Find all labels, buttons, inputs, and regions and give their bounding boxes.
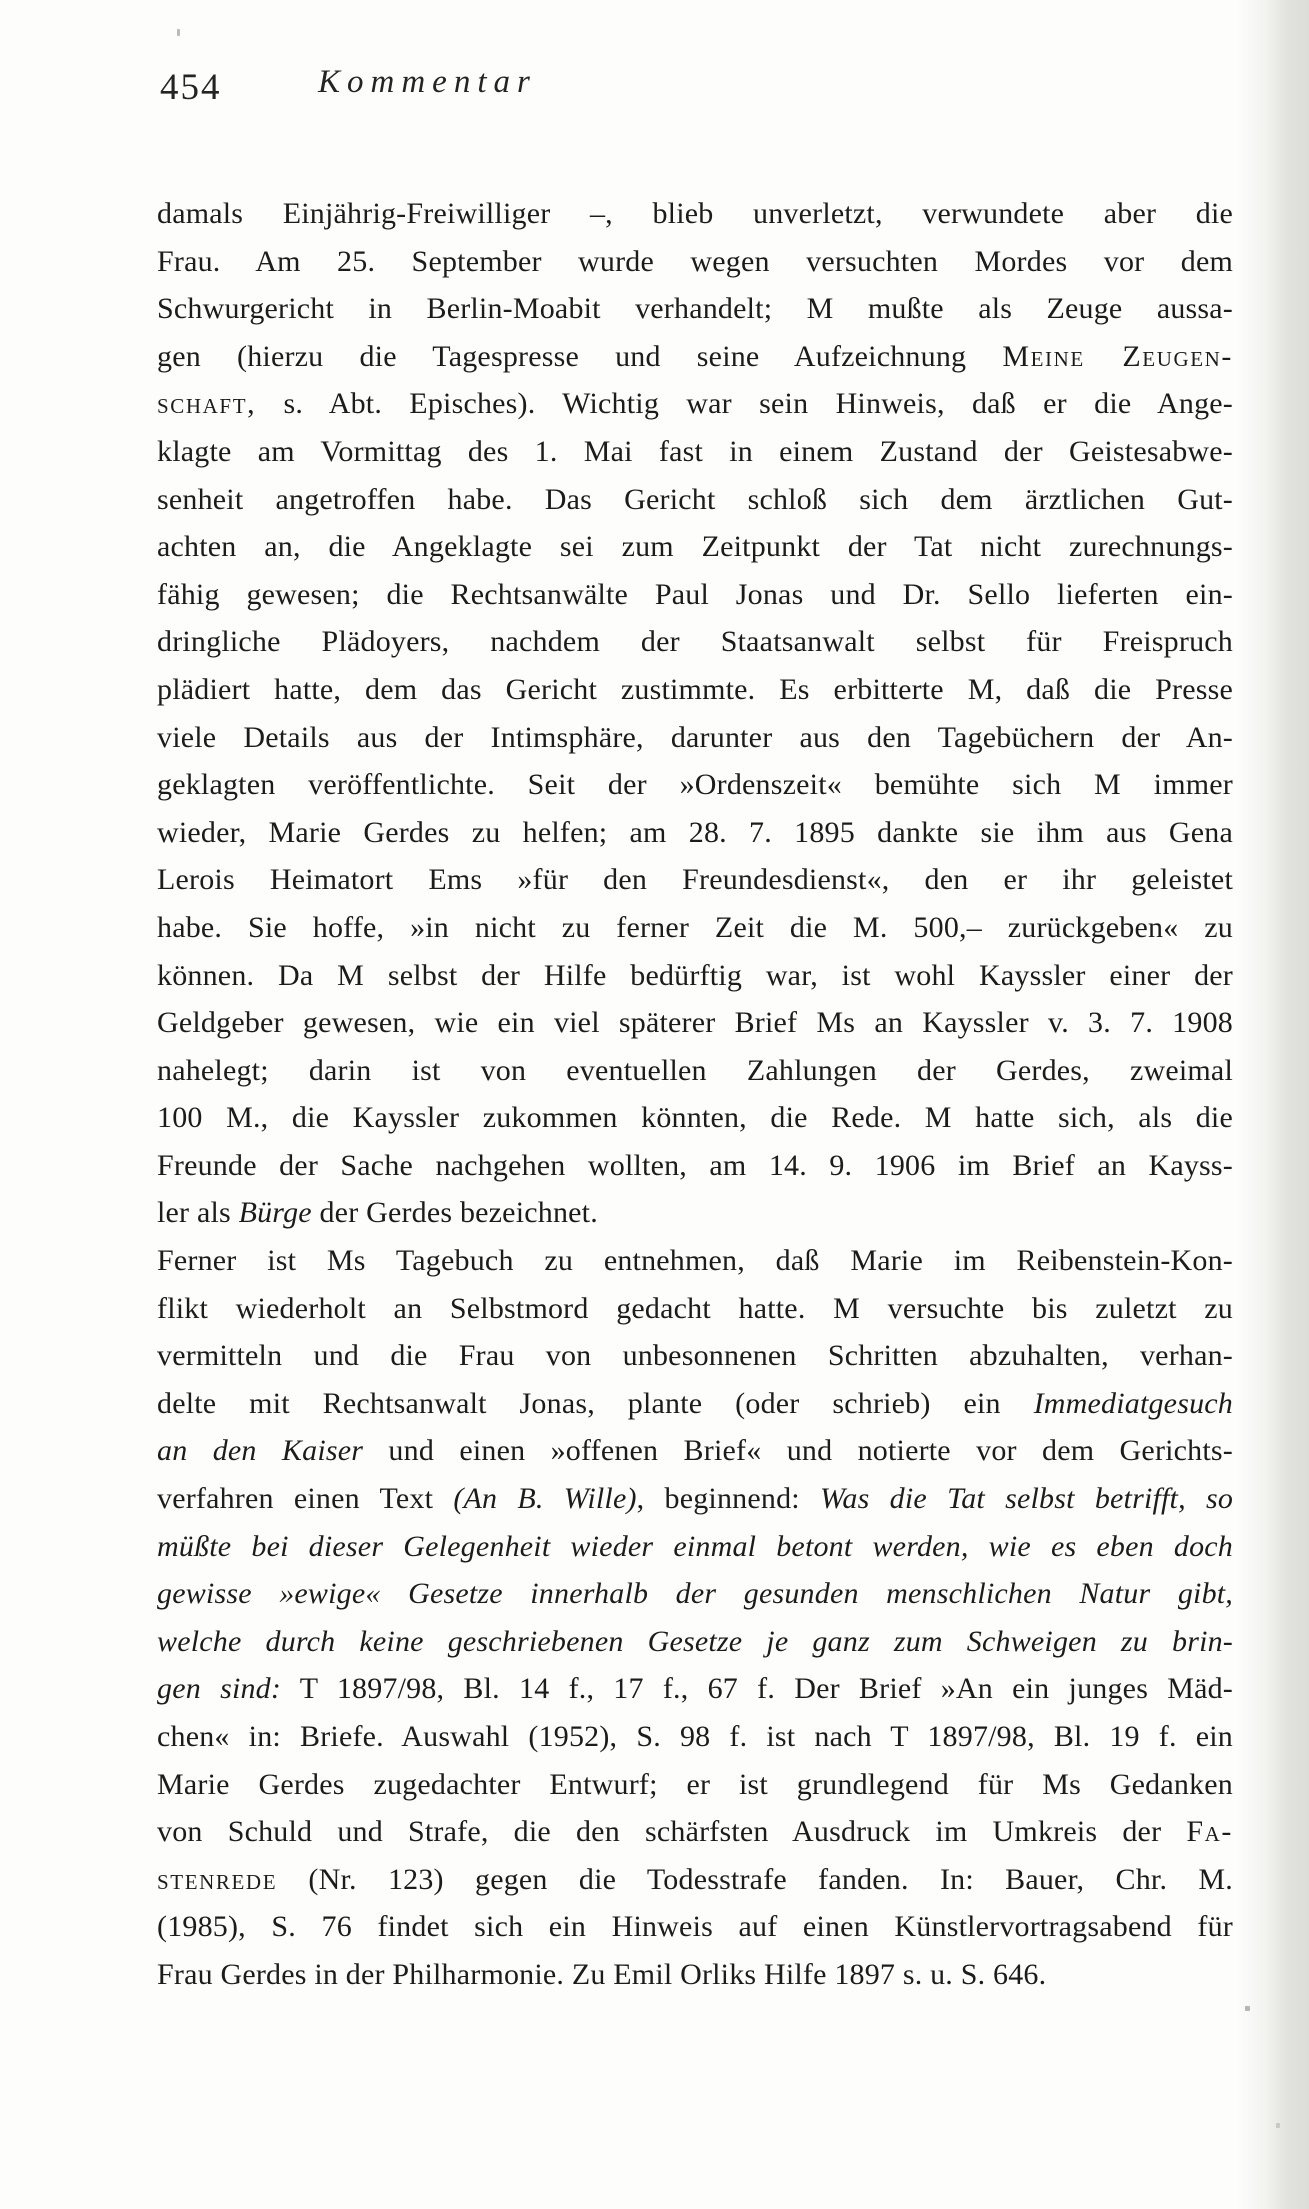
text-run: delte mit Rechtsanwalt Jonas, plante (oder schrieb) ein xyxy=(157,1386,1034,1420)
text-line xyxy=(157,1523,1233,1571)
text-line xyxy=(157,714,1233,762)
small-caps-run: schaft, xyxy=(157,387,257,421)
text-run: viele Details aus der Intimsphäre, darunter aus den Tagebüchern der An- xyxy=(157,720,1233,754)
text-run: T 1897/98, Bl. 14 f., 17 f., 67 f. Der Brief »An ein junges Mäd- xyxy=(281,1672,1233,1706)
italic-run: welche durch keine geschriebenen Gesetze je ganz zum Schweigen zu brin- xyxy=(157,1624,1233,1658)
text-run: klagte am Vormittag des 1. Mai fast in einem Zustand der Geistesabwe- xyxy=(157,434,1233,468)
text-run: und einen »offenen Brief« und notierte vor dem Gerichts- xyxy=(363,1434,1233,1468)
text-run: 100 M., die Kayssler zukommen könnten, die Rede. M hatte sich, als die xyxy=(157,1101,1233,1135)
text-run: Frau Gerdes in der Philharmonie. Zu Emil Orliks Hilfe 1897 s. u. S. 646. xyxy=(157,1957,1047,1991)
text-run: ler als xyxy=(157,1196,239,1230)
text-run: verfahren einen Text xyxy=(157,1482,454,1516)
text-line xyxy=(157,1713,1233,1761)
italic-run: müßte bei dieser Gelegenheit wieder einmal betont werden, wie es eben doch xyxy=(157,1529,1233,1563)
text-run: flikt wiederholt an Selbstmord gedacht hatte. M versuchte bis zuletzt zu xyxy=(157,1291,1233,1325)
text-line xyxy=(157,190,1233,238)
running-header xyxy=(0,62,1309,112)
text-line xyxy=(157,618,1233,666)
text-run: Marie Gerdes zugedachter Entwurf; er ist grundlegend für Ms Gedanken xyxy=(157,1767,1233,1801)
text-line xyxy=(157,238,1233,286)
text-run: (Nr. 123) gegen die Todesstrafe fanden. In: Bauer, Chr. M. xyxy=(277,1862,1233,1896)
text-run: s. Abt. Episches). Wichtig war sein Hinweis, daß er die Ange- xyxy=(256,387,1233,421)
text-line xyxy=(157,1380,1233,1428)
text-line xyxy=(157,1903,1233,1951)
text-line xyxy=(157,380,1233,428)
text-run: Geldgeber gewesen, wie ein viel späterer Brief Ms an Kayssler v. 3. 7. 1908 xyxy=(157,1006,1233,1040)
text-line xyxy=(157,1951,1233,1999)
text-run: (1985), S. 76 findet sich ein Hinweis auf einen Künstlervortragsabend für xyxy=(157,1910,1233,1944)
text-run: plädiert hatte, dem das Gericht zustimmte. Es erbitterte M, daß die Presse xyxy=(157,672,1233,706)
text-line xyxy=(157,809,1233,857)
text-run: können. Da M selbst der Hilfe bedürftig war, ist wohl Kayssler einer der xyxy=(157,958,1233,992)
text-run: der Gerdes bezeichnet. xyxy=(311,1196,598,1230)
text-line xyxy=(157,1618,1233,1666)
text-run: damals Einjährig-Freiwilliger –, blieb unverletzt, verwundete aber die xyxy=(157,197,1233,230)
text-line xyxy=(157,1189,1233,1237)
text-line xyxy=(157,476,1233,524)
text-run: geklagten veröffentlichte. Seit der »Ordenszeit« bemühte sich M immer xyxy=(157,768,1233,802)
italic-run: Bürge xyxy=(238,1196,312,1230)
text-run: Freunde der Sache nachgehen wollten, am 14. 9. 1906 im Brief an Kayss- xyxy=(157,1148,1233,1182)
text-line xyxy=(157,1332,1233,1380)
italic-run: Immediatgesuch xyxy=(1033,1386,1233,1420)
running-head-title: Kommentar xyxy=(318,64,537,100)
small-caps-run: Meine Zeugen- xyxy=(1002,339,1234,373)
text-run: wieder, Marie Gerdes zu helfen; am 28. 7. 1895 dankte sie ihm aus Gena xyxy=(157,815,1233,849)
text-line xyxy=(157,1761,1233,1809)
text-block xyxy=(157,190,1233,1999)
text-run: dringliche Plädoyers, nachdem der Staatsanwalt selbst für Freispruch xyxy=(157,625,1233,659)
text-run: habe. Sie hoffe, »in nicht zu ferner Zeit die M. 500,– zurückgeben« zu xyxy=(157,910,1233,944)
text-run: achten an, die Angeklagte sei zum Zeitpunkt der Tat nicht zurechnungs- xyxy=(157,530,1233,564)
text-line xyxy=(157,1285,1233,1333)
text-line xyxy=(157,523,1233,571)
text-run: vermitteln und die Frau von unbesonnenen Schritten abzuhalten, verhan- xyxy=(157,1339,1233,1373)
text-line xyxy=(157,904,1233,952)
text-run: von Schuld und Strafe, die den schärfsten Ausdruck im Umkreis der xyxy=(157,1815,1187,1849)
text-line xyxy=(157,999,1233,1047)
text-run: Lerois Heimatort Ems »für den Freundesdienst«, den er ihr geleistet xyxy=(157,863,1233,897)
text-line xyxy=(157,1427,1233,1475)
text-line xyxy=(157,571,1233,619)
text-line xyxy=(157,1047,1233,1095)
page-number: 454 xyxy=(160,67,222,108)
text-run: Schwurgericht in Berlin-Moabit verhandelt; M mußte als Zeuge aussa- xyxy=(157,292,1233,326)
text-line xyxy=(157,666,1233,714)
text-line xyxy=(157,1570,1233,1618)
italic-run: (An B. Wille) xyxy=(453,1482,637,1516)
text-run: chen« in: Briefe. Auswahl (1952), S. 98 f. ist nach T 1897/98, Bl. 19 f. ein xyxy=(157,1720,1233,1753)
text-line xyxy=(157,333,1233,381)
text-run: fähig gewesen; die Rechtsanwälte Paul Jonas und Dr. Sello lieferten ein- xyxy=(157,577,1233,611)
text-run: senheit angetroffen habe. Das Gericht schloß sich dem ärztlichen Gut- xyxy=(157,482,1233,516)
text-line xyxy=(157,1475,1233,1523)
page-edge-shadow xyxy=(1237,0,1309,2209)
scan-artifact-top xyxy=(177,29,180,36)
text-line xyxy=(157,1665,1233,1713)
small-caps-run: stenrede xyxy=(157,1862,278,1896)
text-run: Ferner ist Ms Tagebuch zu entnehmen, daß Marie im Reibenstein-Kon- xyxy=(157,1244,1233,1278)
italic-run: an den Kaiser xyxy=(157,1434,364,1468)
text-run: , beginnend: xyxy=(636,1482,820,1516)
italic-run: gewisse »ewige« Gesetze innerhalb der gesunden menschlichen Natur gibt, xyxy=(157,1577,1233,1611)
text-line xyxy=(157,761,1233,809)
text-line xyxy=(157,1237,1233,1285)
text-line xyxy=(157,1094,1233,1142)
text-line xyxy=(157,1808,1233,1856)
text-line xyxy=(157,428,1233,476)
text-line xyxy=(157,1142,1233,1190)
small-caps-run: Fa- xyxy=(1186,1815,1233,1849)
text-run: gen (hierzu die Tagespresse und seine Aufzeichnung xyxy=(157,339,1003,373)
italic-run: Was die Tat selbst betrifft, so xyxy=(820,1482,1234,1516)
text-line xyxy=(157,1856,1233,1904)
italic-run: gen sind: xyxy=(157,1672,282,1706)
text-line xyxy=(157,856,1233,904)
text-run: nahelegt; darin ist von eventuellen Zahlungen der Gerdes, zweimal xyxy=(157,1053,1233,1087)
text-line xyxy=(157,285,1233,333)
text-line xyxy=(157,952,1233,1000)
text-run: Frau. Am 25. September wurde wegen versuchten Mordes vor dem xyxy=(157,244,1233,278)
